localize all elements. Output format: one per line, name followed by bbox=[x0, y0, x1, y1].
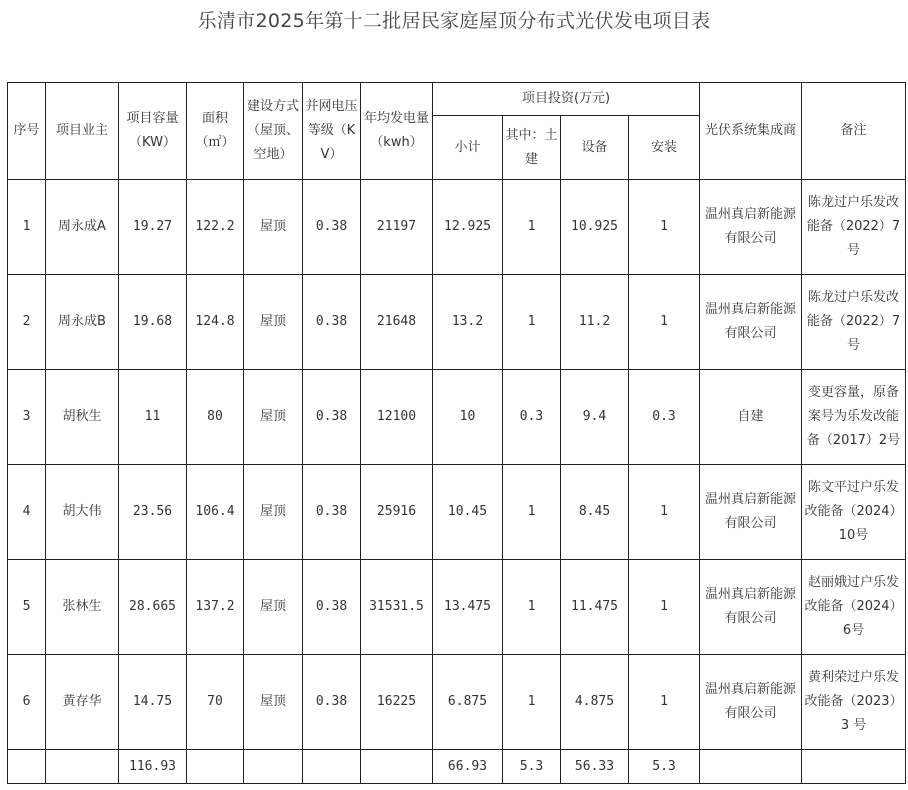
header-subtotal: 小计 bbox=[433, 116, 503, 180]
cell-annual: 12100 bbox=[361, 370, 433, 465]
cell-annual: 16225 bbox=[361, 655, 433, 750]
cell-equipment: 4.875 bbox=[561, 655, 629, 750]
cell-equipment: 8.45 bbox=[561, 465, 629, 560]
cell-owner: 张林生 bbox=[46, 560, 119, 655]
cell-voltage: 0.38 bbox=[303, 370, 361, 465]
cell-mode: 屋顶 bbox=[244, 465, 303, 560]
table-row bbox=[8, 370, 906, 465]
cell-install: 0.3 bbox=[629, 370, 700, 465]
cell-equipment: 10.925 bbox=[561, 180, 629, 275]
cell-install: 1 bbox=[629, 655, 700, 750]
cell-mode: 屋顶 bbox=[244, 655, 303, 750]
cell-capacity: 19.27 bbox=[119, 180, 187, 275]
cell-subtotal: 6.875 bbox=[433, 655, 503, 750]
cell-remark: 黄利荣过户乐发改能备（2023）3 号 bbox=[802, 655, 906, 750]
cell-mode: 屋顶 bbox=[244, 560, 303, 655]
cell-seq: 6 bbox=[8, 655, 46, 750]
cell-capacity: 11 bbox=[119, 370, 187, 465]
cell-area: 137.2 bbox=[187, 560, 244, 655]
header-capacity: 项目容量（KW） bbox=[119, 83, 187, 180]
header-construction-mode: 建设方式（屋顶、空地） bbox=[244, 83, 303, 180]
cell-voltage: 0.38 bbox=[303, 655, 361, 750]
cell-integrator: 温州真启新能源有限公司 bbox=[700, 465, 802, 560]
cell-subtotal: 10.45 bbox=[433, 465, 503, 560]
cell-install: 1 bbox=[629, 560, 700, 655]
table-row bbox=[8, 560, 906, 655]
cell-owner: 周永成A bbox=[46, 180, 119, 275]
cell-mode: 屋顶 bbox=[244, 370, 303, 465]
total-owner bbox=[46, 750, 119, 784]
cell-voltage: 0.38 bbox=[303, 560, 361, 655]
total-civil: 5.3 bbox=[503, 750, 561, 784]
total-capacity: 116.93 bbox=[119, 750, 187, 784]
cell-seq: 1 bbox=[8, 180, 46, 275]
cell-capacity: 23.56 bbox=[119, 465, 187, 560]
page-title: 乐清市2025年第十二批居民家庭屋顶分布式光伏发电项目表 bbox=[197, 10, 711, 32]
cell-integrator: 温州真启新能源有限公司 bbox=[700, 180, 802, 275]
cell-seq: 2 bbox=[8, 275, 46, 370]
cell-area: 70 bbox=[187, 655, 244, 750]
cell-mode: 屋顶 bbox=[244, 275, 303, 370]
cell-integrator: 自建 bbox=[700, 370, 802, 465]
cell-install: 1 bbox=[629, 465, 700, 560]
cell-mode: 屋顶 bbox=[244, 180, 303, 275]
total-subtotal: 66.93 bbox=[433, 750, 503, 784]
cell-civil: 1 bbox=[503, 560, 561, 655]
cell-area: 124.8 bbox=[187, 275, 244, 370]
cell-seq: 5 bbox=[8, 560, 46, 655]
cell-owner: 胡大伟 bbox=[46, 465, 119, 560]
cell-subtotal: 13.2 bbox=[433, 275, 503, 370]
table-row bbox=[8, 275, 906, 370]
cell-civil: 1 bbox=[503, 180, 561, 275]
project-table bbox=[7, 82, 906, 784]
total-annual bbox=[361, 750, 433, 784]
header-annual-generation: 年均发电量（kwh） bbox=[361, 83, 433, 180]
cell-install: 1 bbox=[629, 180, 700, 275]
cell-seq: 4 bbox=[8, 465, 46, 560]
cell-capacity: 19.68 bbox=[119, 275, 187, 370]
header-area: 面积（㎡） bbox=[187, 83, 244, 180]
cell-seq: 3 bbox=[8, 370, 46, 465]
cell-annual: 21648 bbox=[361, 275, 433, 370]
cell-install: 1 bbox=[629, 275, 700, 370]
cell-remark: 赵丽娥过户乐发改能备（2024）6号 bbox=[802, 560, 906, 655]
cell-civil: 1 bbox=[503, 465, 561, 560]
total-seq bbox=[8, 750, 46, 784]
cell-voltage: 0.38 bbox=[303, 465, 361, 560]
cell-equipment: 9.4 bbox=[561, 370, 629, 465]
total-area bbox=[187, 750, 244, 784]
cell-subtotal: 10 bbox=[433, 370, 503, 465]
cell-equipment: 11.2 bbox=[561, 275, 629, 370]
cell-annual: 31531.5 bbox=[361, 560, 433, 655]
total-mode bbox=[244, 750, 303, 784]
cell-equipment: 11.475 bbox=[561, 560, 629, 655]
cell-remark: 陈龙过户乐发改能备（2022）7 号 bbox=[802, 275, 906, 370]
cell-integrator: 温州真启新能源有限公司 bbox=[700, 560, 802, 655]
header-grid-voltage: 并网电压等级（KV） bbox=[303, 83, 361, 180]
cell-annual: 25916 bbox=[361, 465, 433, 560]
cell-annual: 21197 bbox=[361, 180, 433, 275]
header-install: 安装 bbox=[629, 116, 700, 180]
cell-civil: 1 bbox=[503, 655, 561, 750]
cell-voltage: 0.38 bbox=[303, 180, 361, 275]
header-integrator: 光伏系统集成商 bbox=[700, 83, 802, 180]
cell-remark: 陈龙过户乐发改能备（2022）7 号 bbox=[802, 180, 906, 275]
header-investment: 项目投资(万元) bbox=[433, 83, 700, 116]
cell-owner: 黄存华 bbox=[46, 655, 119, 750]
cell-area: 106.4 bbox=[187, 465, 244, 560]
cell-capacity: 14.75 bbox=[119, 655, 187, 750]
total-integrator bbox=[700, 750, 802, 784]
total-install: 5.3 bbox=[629, 750, 700, 784]
cell-area: 122.2 bbox=[187, 180, 244, 275]
cell-owner: 周永成B bbox=[46, 275, 119, 370]
header-civil: 其中：土建 bbox=[503, 116, 561, 180]
header-seq: 序号 bbox=[8, 83, 46, 180]
totals-row bbox=[8, 750, 906, 784]
header-equipment: 设备 bbox=[561, 116, 629, 180]
cell-civil: 1 bbox=[503, 275, 561, 370]
table-row bbox=[8, 180, 906, 275]
header-remark: 备注 bbox=[802, 83, 906, 180]
cell-area: 80 bbox=[187, 370, 244, 465]
table-row bbox=[8, 655, 906, 750]
cell-subtotal: 12.925 bbox=[433, 180, 503, 275]
total-remark bbox=[802, 750, 906, 784]
total-voltage bbox=[303, 750, 361, 784]
header-owner: 项目业主 bbox=[46, 83, 119, 180]
cell-subtotal: 13.475 bbox=[433, 560, 503, 655]
cell-remark: 变更容量，原备案号为乐发改能备（2017）2号 bbox=[802, 370, 906, 465]
cell-integrator: 温州真启新能源有限公司 bbox=[700, 275, 802, 370]
table-row bbox=[8, 465, 906, 560]
cell-remark: 陈文平过户乐发改能备（2024）10号 bbox=[802, 465, 906, 560]
cell-integrator: 温州真启新能源有限公司 bbox=[700, 655, 802, 750]
cell-civil: 0.3 bbox=[503, 370, 561, 465]
cell-owner: 胡秋生 bbox=[46, 370, 119, 465]
cell-voltage: 0.38 bbox=[303, 275, 361, 370]
cell-capacity: 28.665 bbox=[119, 560, 187, 655]
total-equipment: 56.33 bbox=[561, 750, 629, 784]
